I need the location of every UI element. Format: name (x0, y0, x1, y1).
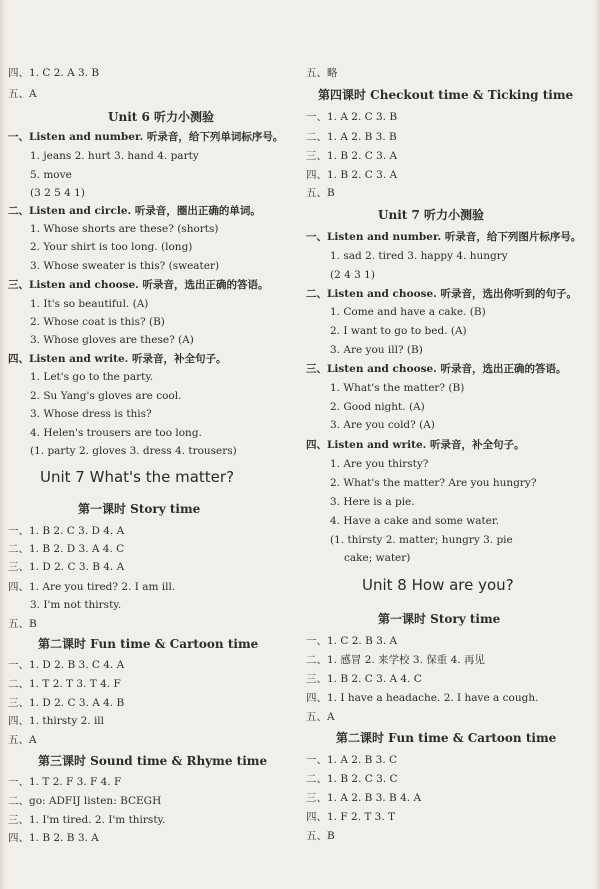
section-heading: Unit 7 What's the matter? (40, 468, 235, 486)
section-heading: 第二课时 Fun time & Cartoon time (336, 731, 557, 745)
answer-line: 四、1. thirsty 2. ill (8, 715, 105, 727)
answer-line: 五、B (306, 830, 335, 842)
answer-line: 五、A (306, 711, 335, 723)
answer-line: 四、1. Are you tired? 2. I am ill. (8, 581, 176, 593)
answer-line: 二、1. B 2. D 3. A 4. C (8, 543, 125, 555)
answer-line: 一、1. C 2. B 3. A (306, 635, 398, 647)
answer-line: 二、1. A 2. B 3. B (306, 131, 397, 143)
answer-line: 五、A (8, 88, 37, 100)
answer-line: 三、1. D 2. C 3. A 4. B (8, 697, 125, 709)
answer-line: 2. What's the matter? Are you hungry? (330, 477, 537, 489)
answer-line: cake; water) (344, 552, 411, 564)
answer-line: 2. Su Yang's gloves are cool. (30, 390, 182, 402)
answer-line: 一、1. T 2. F 3. F 4. F (8, 776, 122, 788)
answer-line: 五、B (306, 187, 335, 199)
answer-line: 3. Are you cold? (A) (330, 419, 435, 431)
answer-line: 三、1. B 2. C 3. A (306, 150, 398, 162)
answer-line: 四、1. B 2. B 3. A (8, 832, 99, 844)
answer-line: (1. thirsty 2. matter; hungry 3. pie (330, 534, 513, 546)
answer-line: 2. Your shirt is too long. (long) (30, 241, 193, 253)
answer-line: 1. It's so beautiful. (A) (30, 298, 149, 310)
answer-line: 一、1. A 2. B 3. C (306, 754, 398, 766)
section-heading: 第三课时 Sound time & Rhyme time (38, 754, 268, 768)
section-heading: 第一课时 Story time (378, 612, 501, 626)
section-heading: Unit 7 听力小测验 (378, 208, 484, 222)
answer-line: 1. jeans 2. hurt 3. hand 4. party (30, 150, 199, 162)
answer-line: 1. Are you thirsty? (330, 458, 429, 470)
answer-line: 三、1. I'm tired. 2. I'm thirsty. (8, 814, 166, 826)
answer-line: 一、1. D 2. B 3. C 4. A (8, 659, 125, 671)
answer-line: (1. party 2. gloves 3. dress 4. trousers) (30, 445, 237, 457)
answer-line: 五、B (8, 618, 37, 630)
section-heading: 第四课时 Checkout time & Ticking time (318, 88, 574, 102)
question-heading: 二、Listen and circle. 听录音，圈出正确的单词。 (8, 205, 261, 217)
answer-line: 四、1. I have a headache. 2. I have a cough. (306, 692, 539, 704)
answer-line: (3 2 5 4 1) (30, 187, 85, 199)
answer-line: 1. What's the matter? (B) (330, 382, 465, 394)
section-heading: Unit 8 How are you? (362, 576, 514, 594)
question-heading: 四、Listen and write. 听录音，补全句子。 (306, 439, 525, 451)
answer-line: 1. Whose shorts are these? (shorts) (30, 223, 219, 235)
section-heading: 第二课时 Fun time & Cartoon time (38, 637, 259, 651)
answer-line: 二、go: ADFIJ listen: BCEGH (8, 795, 162, 807)
answer-line: 五、A (8, 734, 37, 746)
answer-line: 二、1. T 2. T 3. T 4. F (8, 678, 121, 690)
page-gutter-right (594, 0, 600, 889)
answer-line: 3. Whose sweater is this? (sweater) (30, 260, 220, 272)
answer-line: 1. Come and have a cake. (B) (330, 306, 486, 318)
answer-line: 3. Whose dress is this? (30, 408, 152, 420)
answer-line: 5. move (30, 169, 72, 181)
answer-line: 一、1. B 2. C 3. D 4. A (8, 525, 125, 537)
answer-line: 四、1. B 2. C 3. A (306, 169, 398, 181)
answer-line: 1. Let's go to the party. (30, 371, 154, 383)
answer-line: 2. Whose coat is this? (B) (30, 316, 165, 328)
answer-line: 四、1. F 2. T 3. T (306, 811, 396, 823)
answer-line: 2. I want to go to bed. (A) (330, 325, 467, 337)
answer-line: 2. Good night. (A) (330, 401, 425, 413)
answer-line: 4. Have a cake and some water. (330, 515, 500, 527)
answer-line: 二、1. B 2. C 3. C (306, 773, 398, 785)
answer-line: (2 4 3 1) (330, 269, 375, 281)
page-gutter-left (0, 0, 6, 889)
answer-line: 三、1. A 2. B 3. B 4. A (306, 792, 422, 804)
answer-line: 二、1. 感冒 2. 来学校 3. 保重 4. 再见 (306, 654, 485, 666)
section-heading: Unit 6 听力小测验 (108, 110, 214, 124)
answer-line: 三、1. D 2. C 3. B 4. A (8, 561, 125, 573)
answer-line: 四、1. C 2. A 3. B (8, 67, 100, 79)
answer-line: 3. Whose gloves are these? (A) (30, 334, 194, 346)
question-heading: 二、Listen and choose. 听录音，选出你听到的句子。 (306, 288, 577, 300)
answer-line: 五、略 (306, 67, 338, 79)
question-heading: 三、Listen and choose. 听录音，选出正确的答语。 (8, 279, 269, 291)
question-heading: 三、Listen and choose. 听录音，选出正确的答语。 (306, 363, 567, 375)
answer-line: 1. sad 2. tired 3. happy 4. hungry (330, 250, 508, 262)
question-heading: 四、Listen and write. 听录音，补全句子。 (8, 353, 227, 365)
answer-line: 4. Helen's trousers are too long. (30, 427, 202, 439)
answer-line: 3. Here is a pie. (330, 496, 415, 508)
answer-line: 三、1. B 2. C 3. A 4. C (306, 673, 422, 685)
question-heading: 一、Listen and number. 听录音，给下列单词标序号。 (8, 131, 284, 143)
answer-line: 3. Are you ill? (B) (330, 344, 423, 356)
section-heading: 第一课时 Story time (78, 502, 201, 516)
answer-line: 一、1. A 2. C 3. B (306, 111, 398, 123)
question-heading: 一、Listen and number. 听录音，给下列图片标序号。 (306, 231, 582, 243)
answer-line: 3. I'm not thirsty. (30, 599, 122, 611)
